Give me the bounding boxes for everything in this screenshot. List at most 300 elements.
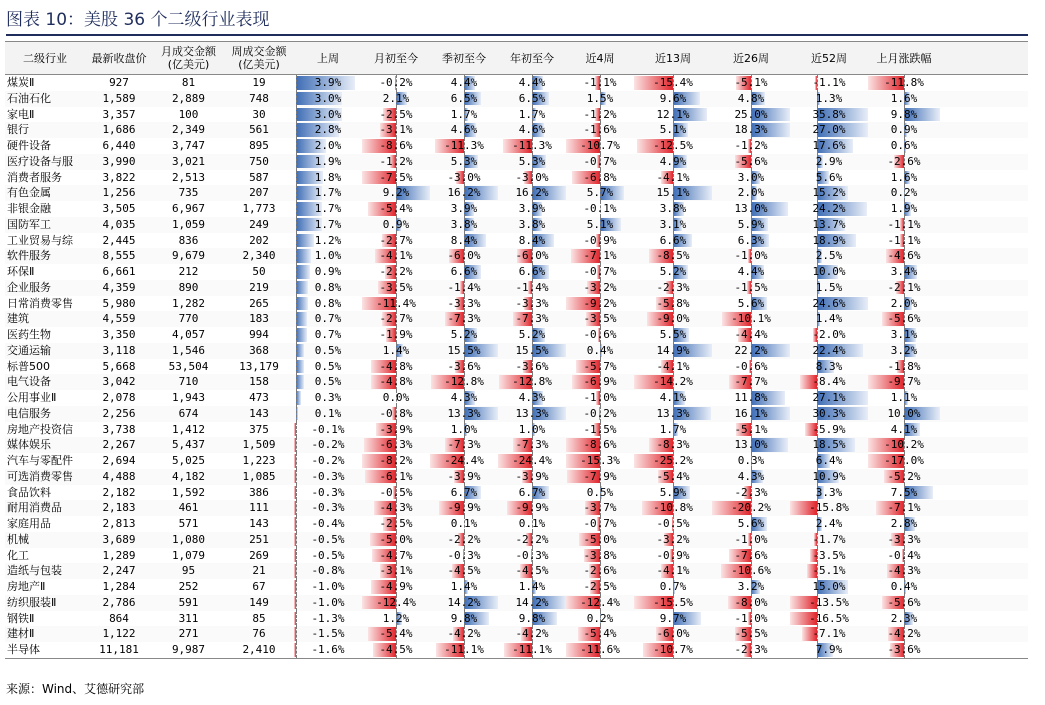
perf-value: -0.3%: [311, 501, 345, 515]
cell-w_amt: 143: [249, 406, 269, 420]
perf-value: 4.9%: [659, 154, 687, 168]
perf-cell: [294, 595, 362, 611]
perf-cell: [430, 217, 498, 233]
perf-value: 5.6%: [737, 517, 765, 530]
header-col-6: 季初至今: [442, 51, 486, 65]
cell-w_amt: 202: [249, 233, 269, 247]
cell-w_amt: 895: [249, 139, 269, 152]
perf-value: -4.1%: [656, 170, 690, 184]
perf-value: -4.5%: [515, 564, 549, 578]
perf-value: -4.5%: [447, 564, 481, 578]
perf-value: 13.3%: [515, 406, 549, 420]
cell-w_amt: 21: [252, 564, 266, 578]
perf-value: 1.1%: [890, 391, 918, 404]
cell-close: 1,589: [102, 91, 136, 105]
perf-cell: [790, 516, 868, 532]
header-col-11: 近52周: [811, 51, 847, 65]
perf-value: 4.4%: [518, 76, 546, 89]
perf-cell: [362, 406, 430, 422]
cell-m_amt: 212: [178, 265, 199, 278]
perf-cell: [566, 343, 634, 359]
industry-name: 银行: [7, 123, 29, 137]
perf-cell: [712, 233, 790, 249]
perf-cell: [634, 185, 712, 201]
perf-value: 3.4%: [890, 265, 918, 278]
cell-w_amt: 587: [249, 170, 269, 184]
table-header: [5, 41, 1028, 75]
perf-cell: [498, 327, 566, 343]
industry-name: 环保Ⅱ: [7, 265, 35, 278]
table-row: [5, 406, 1028, 422]
cell-close: 2,694: [102, 454, 136, 467]
perf-value: 5.2%: [450, 328, 478, 341]
perf-cell: [498, 611, 566, 627]
perf-cell: [712, 264, 790, 280]
cell-w_amt: 76: [252, 627, 266, 641]
perf-cell: [294, 248, 362, 264]
cell-w_amt: 269: [249, 548, 269, 562]
table-row: [5, 626, 1028, 642]
perf-cell: [294, 327, 362, 343]
perf-cell: [634, 437, 712, 453]
perf-value: 15.5%: [515, 343, 549, 357]
cell-close: 11,181: [99, 643, 139, 656]
perf-value: -5.0%: [583, 532, 617, 546]
perf-cell: [566, 311, 634, 327]
perf-cell: [634, 233, 712, 249]
perf-value: -11.4%: [376, 296, 416, 310]
perf-cell: [868, 248, 940, 264]
perf-value: 5.6%: [737, 296, 765, 310]
perf-value: -2.2%: [515, 532, 549, 546]
industry-name: 工业贸易与综: [7, 233, 73, 247]
perf-value: -9.0%: [656, 312, 690, 326]
perf-value: -1.0%: [734, 532, 768, 546]
perf-cell: [712, 579, 790, 595]
source-note: 来源：Wind、艾德研究部: [6, 682, 145, 696]
perf-value: -10.8%: [653, 501, 693, 515]
industry-name: 造纸与包装: [7, 564, 62, 578]
perf-value: 8.4%: [518, 233, 546, 247]
perf-value: -0.9%: [583, 233, 617, 247]
cell-m_amt: 311: [178, 611, 199, 625]
perf-cell: [430, 359, 498, 375]
industry-name: 化工: [7, 548, 29, 562]
perf-value: 7.9%: [815, 643, 843, 656]
perf-cell: [712, 469, 790, 485]
perf-value: 0.5%: [314, 375, 342, 389]
perf-cell: [294, 170, 362, 186]
industry-name: 钢铁Ⅱ: [7, 611, 35, 625]
perf-value: 1.4%: [815, 312, 843, 326]
perf-cell: [566, 327, 634, 343]
perf-value: -24.4%: [512, 454, 552, 467]
perf-value: -0.2%: [379, 76, 413, 89]
perf-value: 3.8%: [450, 217, 478, 231]
perf-value: 2.1%: [382, 91, 410, 105]
perf-cell: [790, 453, 868, 469]
perf-value: -4.2%: [447, 627, 481, 641]
perf-cell: [430, 280, 498, 296]
header-col-2: 月成交金额 (亿美元): [161, 45, 216, 71]
cell-m_amt: 1,282: [171, 296, 206, 310]
table-row: [5, 75, 1028, 91]
header-col-9: 近13周: [655, 51, 691, 65]
perf-value: 1.0%: [450, 422, 478, 436]
perf-cell: [566, 390, 634, 406]
perf-cell: [294, 296, 362, 312]
perf-value: -5.1%: [812, 564, 846, 578]
perf-cell: [712, 248, 790, 264]
table-row: [5, 138, 1028, 154]
perf-value: -3.6%: [515, 359, 549, 373]
perf-cell: [362, 453, 430, 469]
perf-cell: [362, 217, 430, 233]
perf-value: -6.0%: [515, 249, 549, 263]
perf-value: -3.9%: [447, 469, 481, 483]
perf-cell: [294, 485, 362, 501]
perf-cell: [362, 311, 430, 327]
perf-value: -0.6%: [734, 359, 768, 373]
perf-value: 4.6%: [518, 123, 546, 137]
cell-close: 4,559: [102, 312, 136, 326]
perf-value: 5.2%: [659, 265, 687, 278]
perf-cell: [430, 626, 498, 642]
perf-value: 4.3%: [450, 391, 478, 404]
perf-value: -8.6%: [379, 139, 413, 152]
perf-cell: [868, 138, 940, 154]
perf-value: -1.1%: [887, 217, 921, 231]
table-row: [5, 359, 1028, 375]
perf-cell: [498, 516, 566, 532]
perf-cell: [634, 264, 712, 280]
perf-cell: [634, 500, 712, 516]
perf-value: 4.4%: [450, 76, 478, 89]
perf-cell: [868, 437, 940, 453]
perf-value: -0.5%: [656, 517, 690, 530]
industry-name: 医药生物: [7, 328, 51, 341]
perf-cell: [498, 500, 566, 516]
perf-cell: [430, 122, 498, 138]
perf-cell: [294, 217, 362, 233]
table-row: [5, 516, 1028, 532]
cell-w_amt: 149: [249, 595, 269, 609]
perf-cell: [790, 91, 868, 107]
perf-cell: [430, 516, 498, 532]
perf-cell: [566, 437, 634, 453]
cell-w_amt: 183: [249, 312, 269, 326]
perf-value: 3.9%: [314, 76, 342, 89]
perf-cell: [634, 595, 712, 611]
perf-cell: [868, 359, 940, 375]
perf-value: 8.3%: [815, 359, 843, 373]
industry-name: 国防军工: [7, 217, 51, 231]
perf-cell: [790, 233, 868, 249]
table-row: [5, 248, 1028, 264]
perf-cell: [712, 327, 790, 343]
table-row: [5, 563, 1028, 579]
perf-cell: [868, 485, 940, 501]
table-row: [5, 327, 1028, 343]
cell-w_amt: 748: [249, 91, 269, 105]
perf-value: 2.3%: [890, 611, 918, 625]
industry-name: 标普500: [7, 359, 50, 373]
perf-value: 0.9%: [314, 265, 342, 278]
table-row: [5, 185, 1028, 201]
perf-cell: [712, 626, 790, 642]
table-row: [5, 296, 1028, 312]
perf-cell: [634, 296, 712, 312]
perf-value: 13.7%: [812, 217, 846, 231]
perf-cell: [566, 154, 634, 170]
perf-cell: [868, 611, 940, 627]
perf-value: -3.8%: [583, 548, 617, 562]
cell-w_amt: 1,223: [242, 454, 276, 467]
perf-value: 4.3%: [518, 391, 546, 404]
perf-value: -3.5%: [812, 548, 846, 562]
perf-value: -5.1%: [734, 76, 768, 89]
perf-value: -15.8%: [809, 501, 849, 515]
perf-value: -16.5%: [809, 611, 849, 625]
perf-value: -4.1%: [656, 359, 690, 373]
perf-value: -4.1%: [379, 249, 413, 263]
cell-w_amt: 67: [252, 580, 266, 593]
perf-cell: [634, 280, 712, 296]
perf-value: 3.1%: [890, 328, 918, 341]
cell-m_amt: 1,079: [171, 548, 206, 562]
perf-value: -4.2%: [887, 627, 921, 641]
perf-cell: [790, 248, 868, 264]
perf-value: -0.5%: [311, 532, 345, 546]
perf-value: -6.9%: [583, 375, 617, 389]
perf-value: 1.7%: [659, 422, 687, 436]
perf-value: -14.2%: [653, 375, 693, 389]
perf-value: 14.2%: [447, 595, 481, 609]
perf-value: 4.1%: [890, 422, 918, 436]
perf-cell: [498, 390, 566, 406]
cell-close: 4,035: [102, 217, 136, 231]
perf-value: 13.3%: [447, 406, 481, 420]
cell-w_amt: 111: [249, 501, 269, 515]
perf-value: 2.8%: [314, 123, 342, 137]
perf-cell: [430, 311, 498, 327]
perf-cell: [868, 185, 940, 201]
perf-value: 22.2%: [734, 343, 768, 357]
perf-value: -10.6%: [731, 564, 771, 578]
perf-cell: [634, 75, 712, 91]
perf-value: -0.9%: [656, 548, 690, 562]
perf-value: -5.6%: [887, 312, 921, 326]
table-row: [5, 500, 1028, 516]
perf-cell: [634, 154, 712, 170]
perf-value: 0.6%: [890, 139, 918, 152]
cell-m_amt: 735: [178, 186, 199, 200]
cell-close: 927: [109, 76, 129, 89]
perf-cell: [430, 642, 498, 658]
perf-value: -2.2%: [379, 265, 413, 278]
perf-cell: [566, 563, 634, 579]
perf-value: -1.1%: [583, 76, 617, 89]
perf-cell: [566, 453, 634, 469]
header-col-1: 最新收盘价: [91, 51, 147, 65]
perf-value: -0.2%: [583, 406, 617, 420]
cell-close: 2,445: [102, 233, 136, 247]
perf-value: -3.1%: [379, 123, 413, 137]
perf-cell: [712, 516, 790, 532]
perf-cell: [634, 485, 712, 501]
perf-cell: [790, 485, 868, 501]
perf-value: 3.8%: [518, 217, 546, 231]
perf-value: -7.1%: [583, 249, 617, 263]
cell-m_amt: 5,437: [171, 438, 206, 452]
perf-value: -2.7%: [379, 233, 413, 247]
perf-cell: [712, 642, 790, 658]
perf-value: 0.3%: [314, 391, 342, 404]
perf-value: 1.9%: [890, 202, 918, 215]
perf-value: -7.5%: [379, 170, 413, 184]
perf-cell: [362, 437, 430, 453]
perf-value: -3.3%: [515, 296, 549, 310]
header-col-3: 周成交金额 (亿美元): [231, 45, 287, 71]
perf-cell: [790, 75, 868, 91]
perf-value: -8.6%: [583, 438, 617, 452]
perf-value: -1.1%: [887, 233, 921, 247]
perf-value: -2.5%: [379, 517, 413, 530]
cell-w_amt: 251: [249, 532, 269, 546]
perf-cell: [868, 91, 940, 107]
perf-value: -6.8%: [583, 170, 617, 184]
perf-cell: [790, 642, 868, 658]
perf-value: -6.0%: [656, 627, 690, 641]
perf-value: 15.5%: [447, 343, 481, 357]
cell-m_amt: 6,967: [171, 202, 206, 215]
perf-cell: [498, 469, 566, 485]
perf-cell: [790, 563, 868, 579]
perf-value: 0.1%: [450, 517, 478, 530]
perf-cell: [712, 611, 790, 627]
perf-cell: [790, 138, 868, 154]
perf-value: -12.4%: [376, 595, 416, 609]
perf-value: -7.1%: [887, 501, 921, 515]
perf-cell: [566, 642, 634, 658]
page-title: 图表 10：美股 36 个二级行业表现: [6, 10, 270, 30]
cell-close: 3,350: [102, 328, 136, 341]
perf-cell: [566, 248, 634, 264]
perf-value: -9.7%: [887, 375, 921, 389]
cell-w_amt: 375: [249, 422, 269, 436]
perf-cell: [566, 122, 634, 138]
perf-cell: [868, 264, 940, 280]
perf-value: 0.7%: [659, 580, 687, 593]
perf-cell: [868, 154, 940, 170]
header-col-5: 月初至今: [374, 51, 418, 65]
cell-close: 2,813: [102, 517, 136, 530]
perf-cell: [362, 122, 430, 138]
perf-value: -8.2%: [379, 454, 413, 467]
perf-cell: [566, 107, 634, 123]
perf-cell: [790, 343, 868, 359]
perf-value: -4.7%: [379, 548, 413, 562]
perf-cell: [362, 233, 430, 249]
perf-value: 0.2%: [890, 186, 918, 200]
industry-name: 食品饮料: [7, 485, 51, 499]
perf-value: -3.9%: [379, 422, 413, 436]
cell-w_amt: 994: [249, 328, 269, 341]
perf-cell: [790, 311, 868, 327]
perf-cell: [790, 296, 868, 312]
perf-value: 17.6%: [812, 139, 846, 152]
cell-close: 3,738: [102, 422, 136, 436]
perf-value: 18.9%: [812, 233, 846, 247]
perf-cell: [712, 296, 790, 312]
perf-value: -7.3%: [515, 312, 549, 326]
perf-cell: [498, 138, 566, 154]
perf-value: 9.8%: [518, 611, 546, 625]
perf-value: 5.9%: [659, 485, 687, 499]
perf-value: 4.8%: [737, 91, 765, 105]
perf-cell: [634, 343, 712, 359]
perf-cell: [868, 453, 940, 469]
cell-m_amt: 770: [178, 312, 199, 326]
perf-value: 14.9%: [656, 343, 690, 357]
perf-cell: [634, 532, 712, 548]
perf-cell: [498, 359, 566, 375]
table-row: [5, 548, 1028, 564]
perf-value: 1.4%: [382, 343, 410, 357]
perf-value: 18.3%: [734, 123, 768, 137]
perf-cell: [498, 343, 566, 359]
perf-value: 13.3%: [656, 406, 690, 420]
perf-cell: [294, 359, 362, 375]
perf-cell: [712, 453, 790, 469]
cell-m_amt: 571: [178, 517, 199, 530]
perf-value: -4.8%: [379, 359, 413, 373]
perf-cell: [294, 453, 362, 469]
perf-cell: [790, 595, 868, 611]
perf-cell: [712, 217, 790, 233]
perf-value: -1.8%: [887, 359, 921, 373]
perf-cell: [790, 437, 868, 453]
perf-value: 4.4%: [737, 265, 765, 278]
perf-value: -3.7%: [583, 501, 617, 515]
cell-m_amt: 461: [178, 501, 199, 515]
cell-w_amt: 50: [252, 265, 266, 278]
perf-cell: [294, 642, 362, 658]
perf-cell: [634, 626, 712, 642]
perf-cell: [294, 185, 362, 201]
table-row: [5, 469, 1028, 485]
perf-value: 16.2%: [447, 186, 481, 200]
perf-value: 2.0%: [737, 186, 765, 200]
perf-cell: [712, 563, 790, 579]
perf-value: 35.8%: [812, 107, 846, 121]
perf-cell: [498, 91, 566, 107]
perf-cell: [362, 170, 430, 186]
perf-value: -8.5%: [656, 249, 690, 263]
perf-cell: [566, 485, 634, 501]
perf-value: 1.0%: [314, 249, 342, 263]
perf-cell: [430, 563, 498, 579]
perf-cell: [712, 170, 790, 186]
perf-value: -1.7%: [812, 532, 846, 546]
perf-cell: [294, 343, 362, 359]
perf-cell: [634, 579, 712, 595]
perf-cell: [498, 595, 566, 611]
perf-cell: [430, 264, 498, 280]
perf-value: -11.3%: [512, 139, 552, 152]
perf-cell: [294, 75, 362, 91]
perf-cell: [566, 264, 634, 280]
